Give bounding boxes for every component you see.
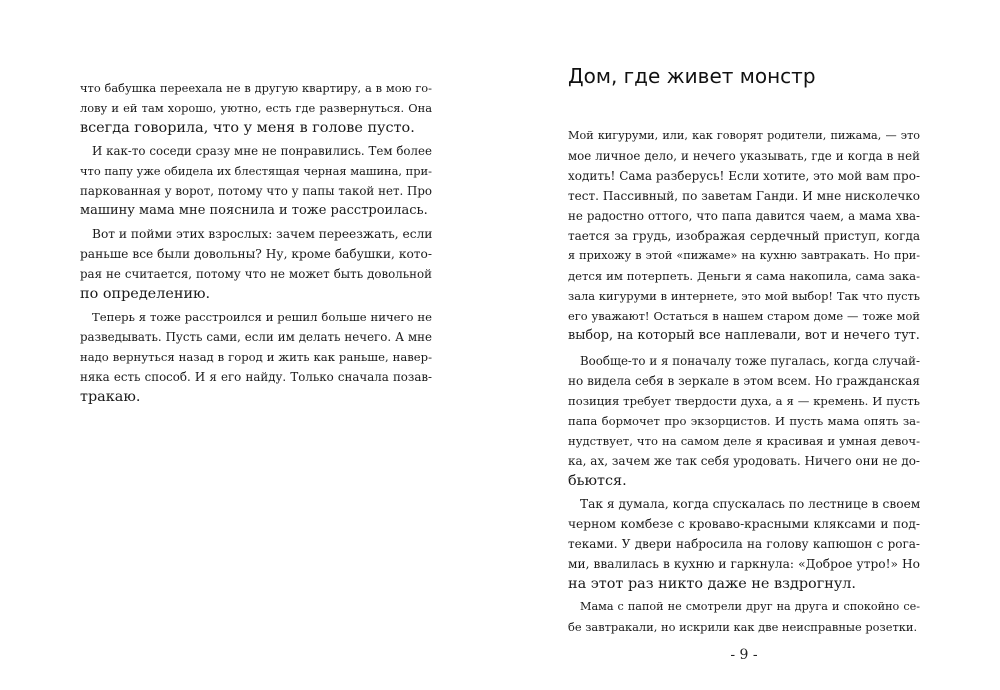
text-line: тается за грудь, изображая сердечный приступ, когда — [568, 229, 920, 243]
text-line: не радостно оттого, что папа давится чаем, а мама хва- — [568, 209, 920, 223]
text-line: дется им потерпеть. Деньги я сама накопила, сама зака- — [568, 269, 920, 283]
text-line: его уважают! Остаться в нашем старом доме — тоже мой — [568, 309, 920, 323]
chapter-title: Дом, где живет монстр — [568, 64, 816, 88]
left-page — [80, 0, 432, 690]
right-page — [568, 0, 920, 690]
text-line: рая не считается, потому что не может быть довольной — [80, 267, 432, 281]
text-line: лову и ей там хорошо, уютно, есть где развернуться. Она — [80, 101, 432, 115]
text-line: ми, ввалилась в кухню и гаркнула: «Доброе утро!» Но — [568, 557, 920, 571]
text-line: Мама с папой не смотрели друг на друга и спокойно се- — [580, 600, 920, 613]
text-line: надо вернуться назад в город и жить как раньше, навер- — [80, 350, 432, 364]
text-line: няка есть способ. И я его найду. Только сначала позав- — [80, 370, 432, 384]
text-line: но видела себя в зеркале в этом всем. Но гражданская — [568, 374, 920, 388]
text-line: Так я думала, когда спускалась по лестнице в своем — [580, 497, 921, 511]
text-line: ходить! Сама разберусь! Если хотите, это мой вам про- — [568, 169, 920, 183]
text-line: Вот и пойми этих взрослых: зачем переезжать, если — [92, 227, 433, 241]
text-line: бьются. — [568, 473, 627, 489]
text-line: папа бормочет про экзорцистов. И пусть мама опять за- — [568, 414, 920, 428]
text-line: я прихожу в этой «пижаме» на кухню завтракать. Но при- — [568, 249, 920, 262]
text-line: Вообще-то и я поначалу тоже пугалась, когда случай- — [580, 354, 920, 368]
text-line: паркованная у ворот, потому что у папы такой нет. Про — [80, 184, 432, 198]
text-line: позиция требует твердости духа, а я — кремень. И пусть — [568, 394, 920, 408]
text-line: Мой кигуруми, или, как говорят родители, пижама, — это — [568, 129, 920, 142]
text-line: черном комбезе с кроваво-красными кляксами и под- — [568, 517, 920, 531]
text-line: на этот раз никто даже не вздрогнул. — [568, 576, 857, 592]
text-line: бе завтракали, но искрили как две неисправные розетки. — [568, 620, 918, 634]
text-line: ка, ах, зачем же так себя уродовать. Ничего они не до- — [568, 454, 920, 468]
page-number: - 9 - — [730, 647, 758, 663]
text-line: зала кигуруми в интернете, это мой выбор! Так что пусть — [568, 289, 920, 303]
text-line: теками. У двери набросила на голову капюшон с рога- — [568, 537, 920, 551]
text-line: И как-то соседи сразу мне не понравились. Тем более — [92, 144, 432, 158]
text-line: машину мама мне пояснила и тоже расстроилась. — [80, 203, 428, 218]
text-line: Теперь я тоже расстроился и решил больше ничего не — [92, 310, 432, 324]
text-line: раньше все были довольны? Ну, кроме бабушки, кото- — [80, 247, 432, 261]
text-line: по определению. — [80, 286, 211, 302]
text-line: что папу уже обидела их блестящая черная машина, при- — [80, 164, 432, 178]
text-line: тракаю. — [80, 389, 141, 405]
text-line: разведывать. Пусть сами, если им делать нечего. А мне — [80, 330, 432, 344]
text-line: что бабушка переехала не в другую квартиру, а в мою го- — [80, 81, 432, 95]
text-line: нудствует, что на самом деле я красивая и умная девоч- — [568, 434, 920, 448]
text-line: всегда говорила, что у меня в голове пусто. — [80, 120, 415, 136]
text-line: тест. Пассивный, по заветам Ганди. И мне нисколечко — [568, 189, 920, 203]
text-line: мое личное дело, и нечего указывать, где и когда в ней — [568, 149, 920, 163]
text-line: выбор, на который все наплевали, вот и нечего тут. — [568, 328, 920, 343]
